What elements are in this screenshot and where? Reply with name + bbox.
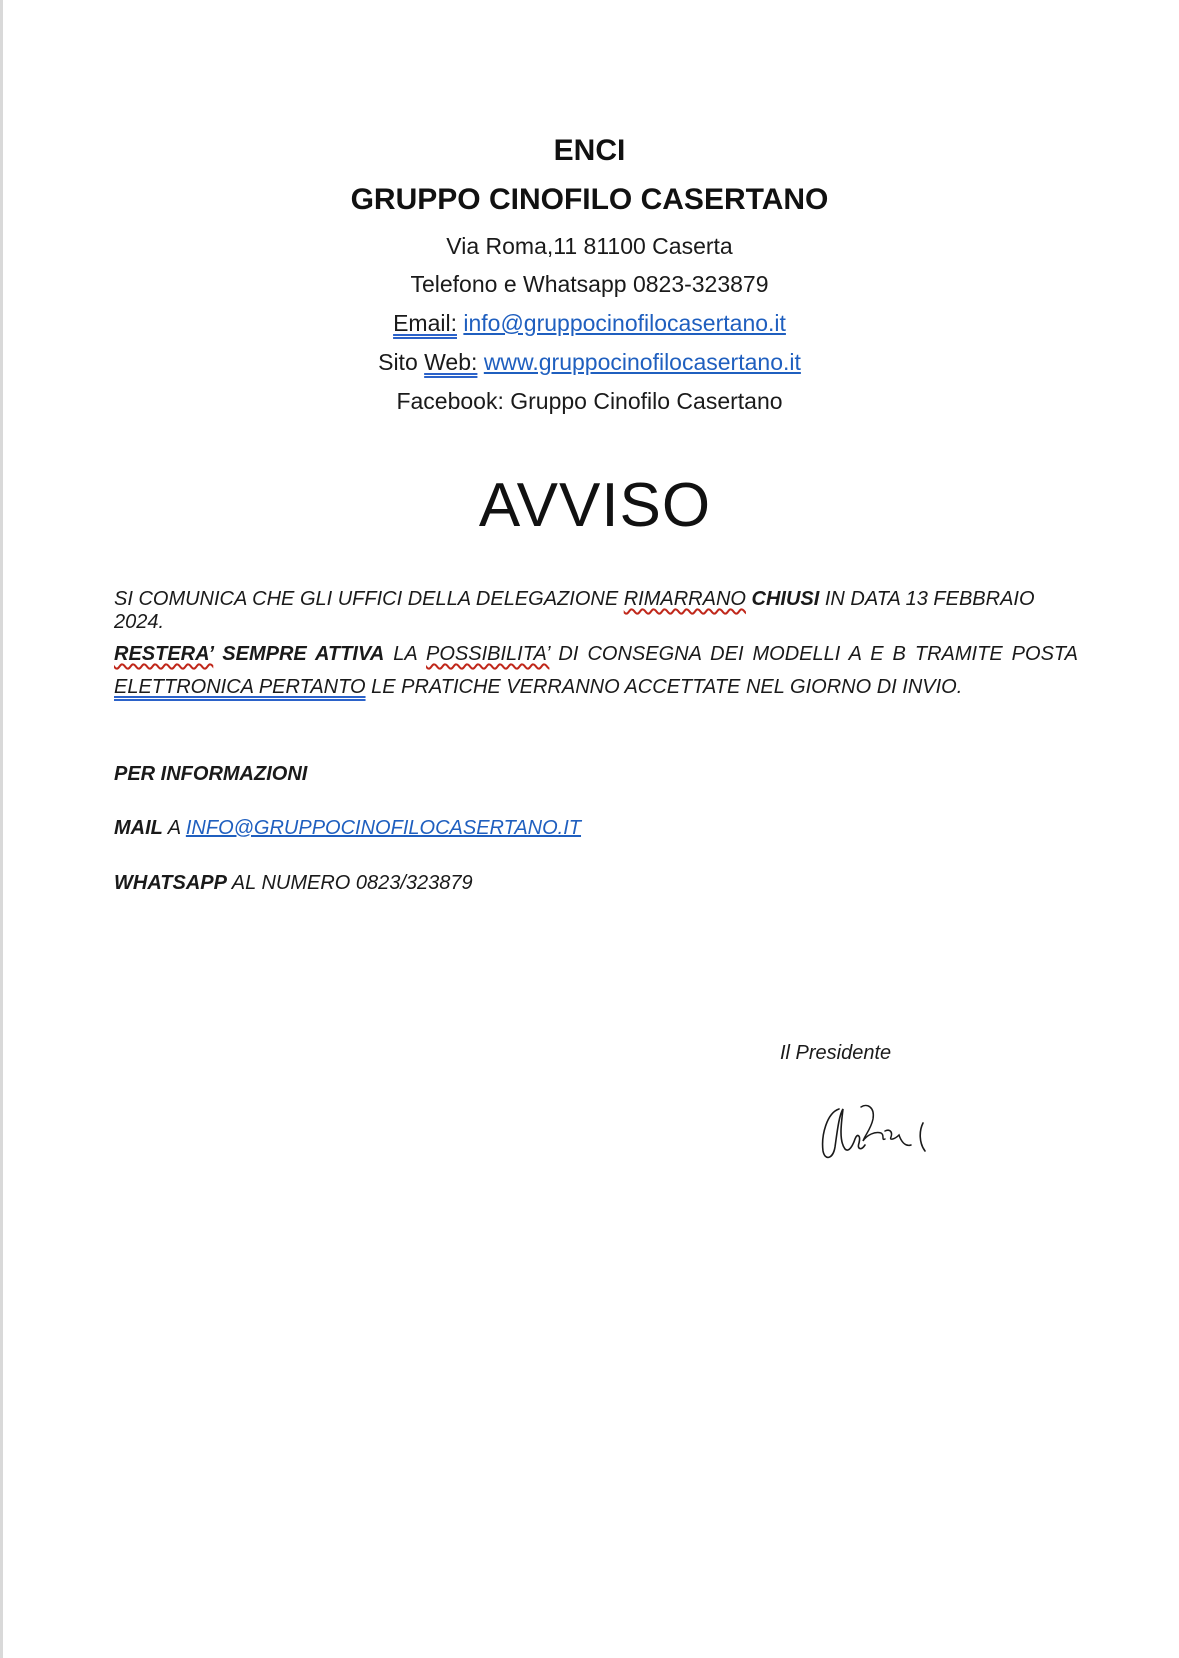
mail-line <box>114 817 1078 840</box>
p2-possibilita: POSSIBILITA’ <box>426 643 550 665</box>
p1-text-a: SI COMUNICA CHE GLI UFFICI DELLA DELEGAZIONE <box>114 588 624 610</box>
org-name-line2: GRUPPO CINOFILO CASERTANO <box>350 183 829 216</box>
facebook: Facebook: Gruppo Cinofilo Casertano <box>396 388 783 414</box>
p2-text-c: LE PRATICHE VERRANNO ACCETTATE NEL GIORNO DI INVIO. <box>365 676 963 698</box>
whatsapp-line <box>114 872 1078 895</box>
notice-paragraph-1 <box>114 588 1078 634</box>
signature-label: Il Presidente <box>780 1042 892 1064</box>
info-heading-text: PER INFORMAZIONI <box>114 763 308 785</box>
org-name-line1: ENCI <box>553 134 626 167</box>
email-link[interactable]: info@gruppocinofilocasertano.it <box>463 310 786 336</box>
whatsapp-text: AL NUMERO 0823/323879 <box>226 872 473 894</box>
info-heading <box>114 763 1078 786</box>
mail-link[interactable]: INFO@GRUPPOCINOFILOCASERTANO.IT <box>185 817 582 839</box>
p1-chiusi: CHIUSI <box>751 588 820 610</box>
mail-label: MAIL <box>114 817 163 839</box>
website-line <box>0 349 1179 376</box>
notice-title: AVVISO <box>478 471 712 540</box>
p2-sempre-attiva: SEMPRE ATTIVA <box>213 643 385 665</box>
address: Via Roma,11 81100 Caserta <box>446 233 733 259</box>
p2-text-a: LA <box>384 643 427 665</box>
email-line <box>0 310 1179 337</box>
p2-restera: RESTERA’ <box>114 643 214 665</box>
website-label: Web: <box>424 349 478 375</box>
signature-image <box>815 1095 945 1175</box>
website-prefix: Sito <box>378 349 425 375</box>
notice-paragraph-2 <box>114 638 1078 704</box>
p1-text-b: IN DATA 13 FEBBRAIO 2024. <box>114 588 1035 633</box>
mail-connector: A <box>162 817 186 839</box>
website-link[interactable]: www.gruppocinofilocasertano.it <box>483 349 801 375</box>
p2-text-b: DI CONSEGNA DEI MODELLI A E B TRAMITE POSTA <box>549 643 1078 665</box>
phone: Telefono e Whatsapp 0823-323879 <box>410 271 769 297</box>
p2-elettronica-pertanto: ELETTRONICA PERTANTO <box>114 676 366 698</box>
p1-rimarrano: RIMARRANO <box>623 588 746 610</box>
whatsapp-label: WHATSAPP <box>114 872 227 894</box>
email-label: Email: <box>393 310 457 336</box>
